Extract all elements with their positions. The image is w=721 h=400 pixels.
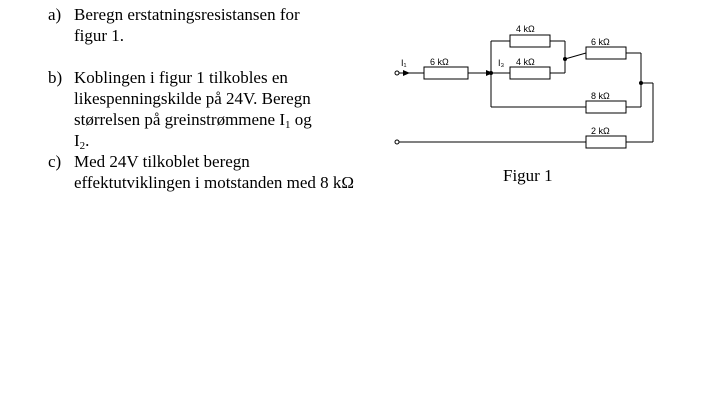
- resistor-right-6k: [586, 47, 626, 59]
- resistor-series-6k: [424, 67, 468, 79]
- resistor-parallel-top-4k: [510, 35, 550, 47]
- input-terminal: [395, 71, 399, 75]
- label-r-par-mid: 4 kΩ: [516, 57, 535, 67]
- question-b-line-4-suffix: .: [85, 131, 90, 150]
- question-a-label: a): [48, 5, 62, 24]
- label-r-2k: 2 kΩ: [591, 126, 610, 136]
- label-r-right: 6 kΩ: [591, 37, 610, 47]
- circuit-diagram: [388, 15, 668, 160]
- question-c-line-2: effektutviklingen i motstanden med 8 kΩ: [74, 173, 355, 192]
- figure-caption: Figur 1: [503, 166, 553, 185]
- arrow-i1-icon: [403, 70, 410, 76]
- label-i1: I₁: [401, 58, 407, 68]
- question-a-line-2: figur 1.: [74, 26, 125, 45]
- resistor-parallel-mid-4k: [510, 67, 550, 79]
- question-b-line-4-main: I: [74, 131, 80, 150]
- question-b-line-2: likespenningskilde på 24V. Beregn: [74, 89, 311, 108]
- question-c-label: c): [48, 152, 62, 171]
- return-terminal: [395, 140, 399, 144]
- label-r-par-top: 4 kΩ: [516, 24, 535, 34]
- question-c-line-1: Med 24V tilkoblet beregn: [74, 152, 250, 171]
- label-i3: I₃: [498, 58, 505, 68]
- junction-dot-inner: [563, 57, 567, 61]
- question-a-line-1: Beregn erstatningsresistansen for: [74, 5, 300, 24]
- question-b-line-3: [74, 109, 312, 130]
- question-b-i1-subscript: 1: [285, 119, 291, 131]
- question-b-label: b): [48, 68, 63, 87]
- wire-to-6k: [565, 53, 586, 59]
- resistor-8k: [586, 101, 626, 113]
- question-b-line-4: [74, 130, 89, 151]
- question-b-line-1: Koblingen i figur 1 tilkobles en: [74, 68, 288, 87]
- label-r-series: 6 kΩ: [430, 57, 449, 67]
- question-b-line-3-mid: og: [290, 110, 312, 129]
- question-b-i2-subscript: 2: [79, 140, 86, 152]
- label-r-8k: 8 kΩ: [591, 91, 610, 101]
- resistor-2k: [586, 136, 626, 148]
- question-b-line-3-prefix: størrelsen på greinstrømmene I: [74, 110, 286, 129]
- junction-dot-right: [639, 81, 643, 85]
- arrow-i3-icon: [486, 70, 493, 76]
